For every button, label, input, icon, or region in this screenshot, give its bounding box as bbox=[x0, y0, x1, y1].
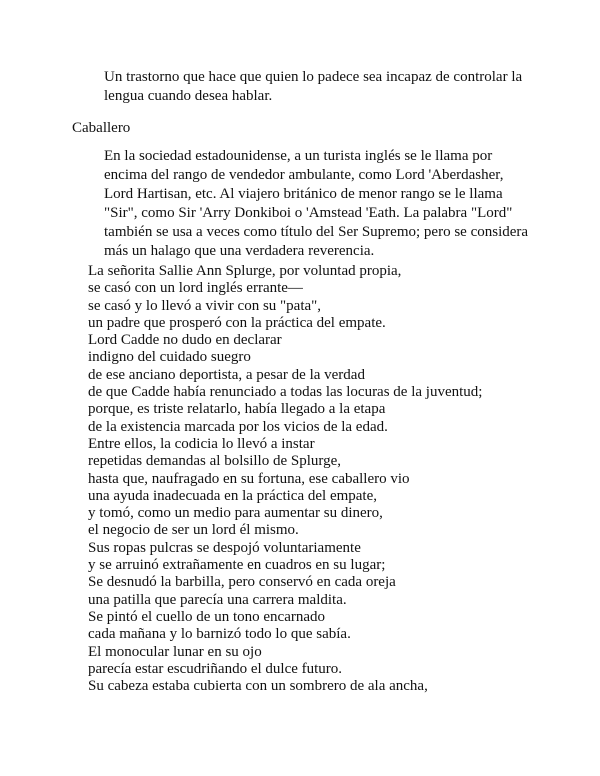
definition-line: también se usa a veces como título del Ser Supremo; pero se considera bbox=[104, 224, 529, 240]
poem-line: Lord Cadde no dudo en declarar bbox=[88, 332, 282, 349]
poem-line: parecía estar escudriñando el dulce futuro. bbox=[88, 660, 343, 677]
definition-line: encima del rango de vendedor ambulante, como Lord 'Aberdasher, bbox=[104, 167, 504, 183]
poem-line: y tomó, como un medio para aumentar su dinero, bbox=[88, 505, 383, 522]
poem-line: una ayuda inadecuada en la práctica del empate, bbox=[88, 487, 378, 504]
definition-line: "Sir", como Sir 'Arry Donkiboi o 'Amstead 'Eath. La palabra "Lord" bbox=[104, 205, 513, 221]
poem-line: hasta que, naufragado en su fortuna, ese caballero vio bbox=[88, 470, 410, 487]
poem-line: de ese anciano deportista, a pesar de la verdad bbox=[88, 366, 365, 383]
poem-line: porque, es triste relatarlo, había llegado a la etapa bbox=[88, 401, 386, 418]
definition-text-previous-entry bbox=[104, 68, 544, 106]
headword-caballero: Caballero bbox=[72, 120, 131, 136]
poem-line: un padre que prosperó con la práctica del empate. bbox=[88, 314, 386, 331]
poem-line: se casó y lo llevó a vivir con su "pata", bbox=[88, 297, 322, 314]
poem-line: de la existencia marcada por los vicios de la edad. bbox=[88, 418, 388, 435]
poem-line: indigno del cuidado suegro bbox=[88, 349, 251, 366]
poem-line: repetidas demandas al bolsillo de Splurge, bbox=[88, 453, 342, 470]
poem-line: de que Cadde había renunciado a todas las locuras de la juventud; bbox=[88, 384, 483, 401]
definition-line: lengua cuando desea hablar. bbox=[104, 88, 273, 104]
poem-line: Se pintó el cuello de un tono encarnado bbox=[88, 608, 326, 625]
poem-line: Su cabeza estaba cubierta con un sombrero de ala ancha, bbox=[88, 678, 428, 695]
poem-verse bbox=[88, 263, 558, 695]
poem-line: La señorita Sallie Ann Splurge, por voluntad propia, bbox=[88, 263, 402, 279]
poem-line: Entre ellos, la codicia lo llevó a instar bbox=[88, 435, 315, 452]
poem-line: cada mañana y lo barnizó todo lo que sabía. bbox=[88, 626, 351, 643]
poem-line: se casó con un lord inglés errante— bbox=[88, 280, 303, 297]
poem-line: y se arruinó extrañamente en cuadros en su lugar; bbox=[88, 557, 386, 574]
poem-line: Sus ropas pulcras se despojó voluntariamente bbox=[88, 539, 361, 556]
definition-line: más un halago que una verdadera reverencia. bbox=[104, 243, 375, 259]
definition-line: Un trastorno que hace que quien lo padece sea incapaz de controlar la bbox=[104, 69, 523, 85]
definition-line: En la sociedad estadounidense, a un turista inglés se le llama por bbox=[104, 148, 493, 164]
poem-line: una patilla que parecía una carrera maldita. bbox=[88, 591, 347, 608]
poem-line: Se desnudó la barbilla, pero conservó en cada oreja bbox=[88, 574, 396, 591]
poem-line: el negocio de ser un lord él mismo. bbox=[88, 522, 299, 539]
definition-line: Lord Hartisan, etc. Al viajero británico de menor rango se le llama bbox=[104, 186, 503, 202]
definition-text-caballero bbox=[104, 147, 544, 261]
poem-line: El monocular lunar en su ojo bbox=[88, 643, 262, 660]
